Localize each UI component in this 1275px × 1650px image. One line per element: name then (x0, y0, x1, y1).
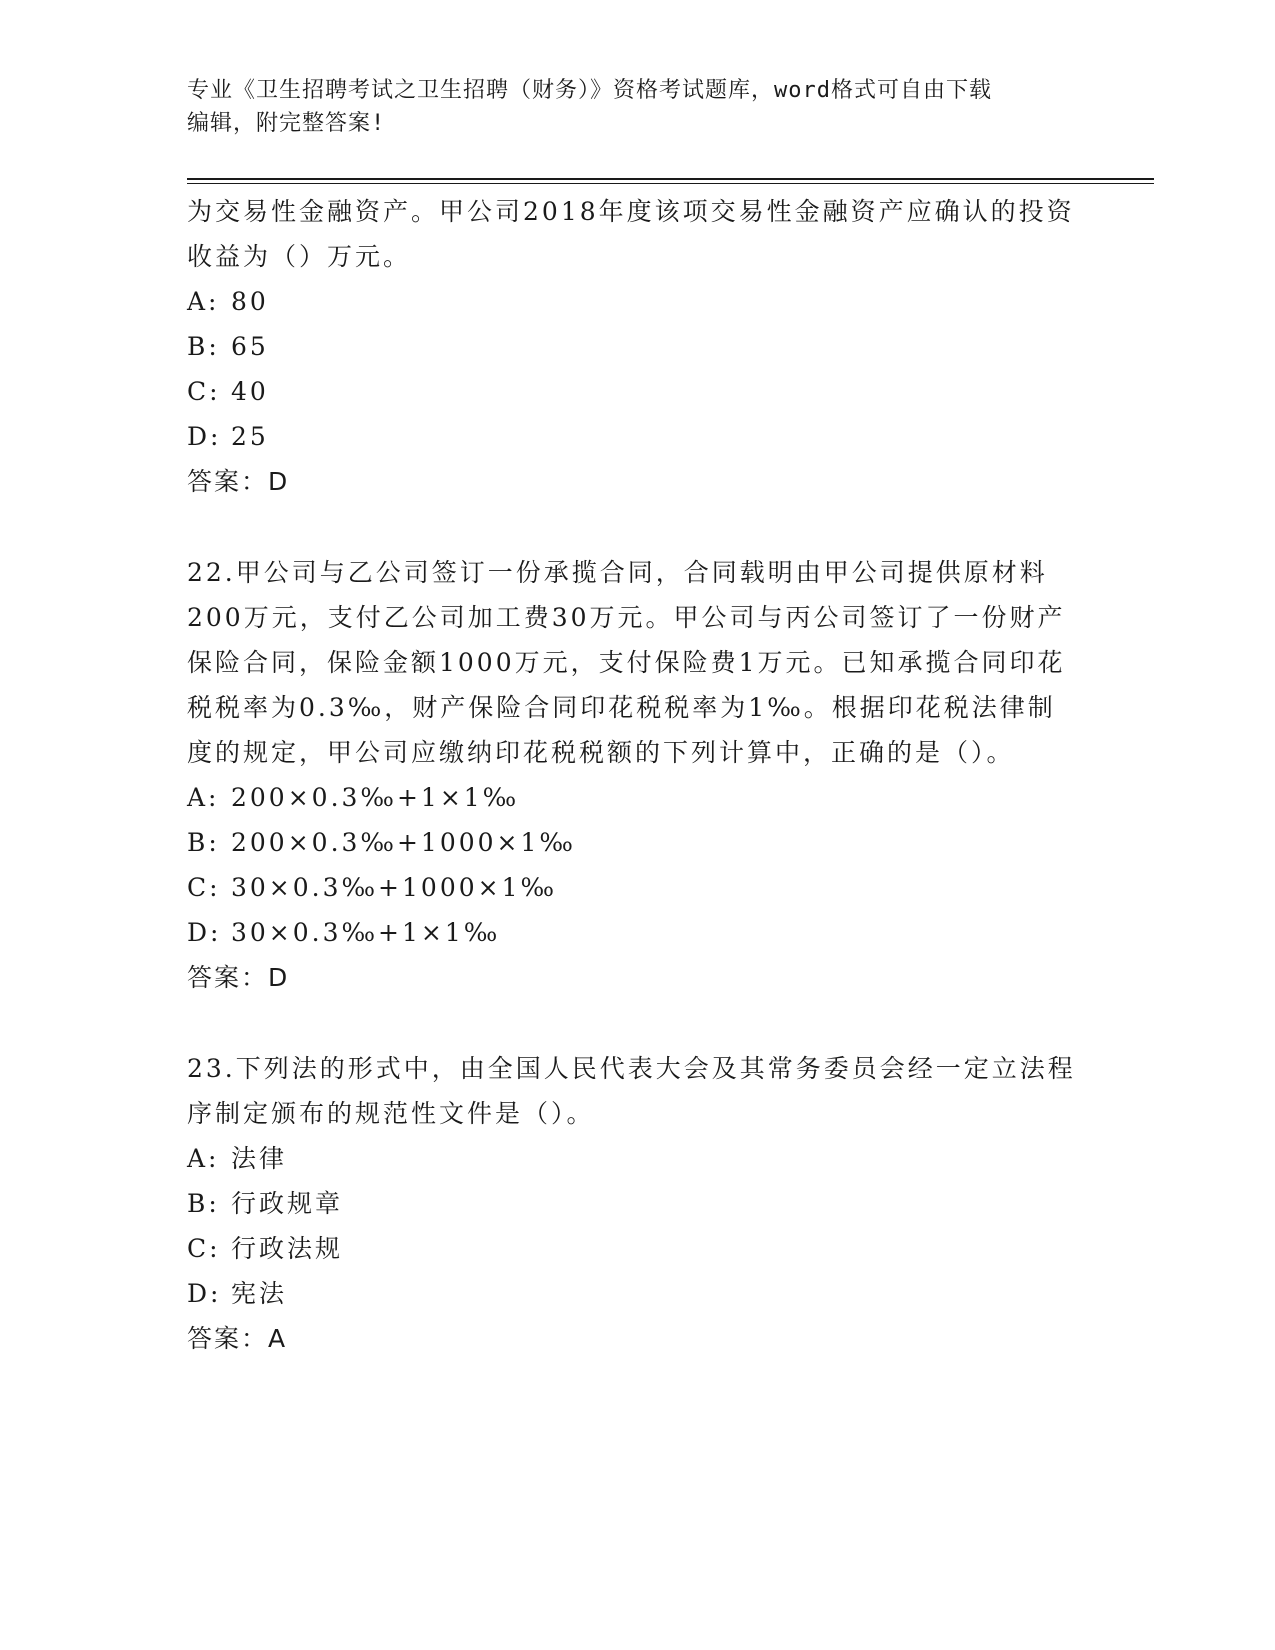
option-label: C: (187, 873, 221, 902)
option-label: D: (187, 918, 222, 947)
option-value: 法律 (231, 1144, 288, 1173)
option-d (187, 414, 1077, 459)
option-b (187, 324, 1077, 369)
option-value: 行政法规 (231, 1234, 344, 1263)
header-divider-thin (187, 183, 1154, 184)
option-value: 200×0.3‰+1000×1‰ (231, 828, 576, 857)
question-21-continued (187, 189, 1077, 505)
header-line-2: 编辑，附完整答案! (187, 111, 386, 136)
option-d (187, 910, 1077, 955)
option-b (187, 1181, 1077, 1226)
option-value: 30×0.3‰+1000×1‰ (231, 873, 558, 902)
document-header (187, 74, 1087, 140)
option-label: B: (187, 828, 220, 857)
header-divider-thick (187, 178, 1154, 180)
option-value: 80 (231, 287, 269, 316)
option-b (187, 820, 1077, 865)
option-value: 行政规章 (231, 1189, 344, 1218)
option-value: 30×0.3‰+1×1‰ (231, 918, 501, 947)
option-c (187, 1226, 1077, 1271)
answer-line: 答案：D (187, 963, 290, 992)
option-label: A: (187, 783, 220, 812)
option-a (187, 1136, 1077, 1181)
question-text: 22.甲公司与乙公司签订一份承揽合同，合同载明由甲公司提供原材料200万元，支付乙公司加工费30万元。甲公司与丙公司签订了一份财产保险合同，保险金额1000万元，支付保险费1万元。已知承揽合同印花税税率为0.3‰，财产保险合同印花税税率为1‰。根据印花税法律制度的规定，甲公司应缴纳印花税税额的下列计算中，正确的是（）。 (187, 558, 1066, 767)
option-c (187, 865, 1077, 910)
answer-line: 答案：D (187, 467, 290, 496)
answer-line: 答案：A (187, 1324, 288, 1353)
question-23 (187, 1046, 1077, 1362)
spacer (187, 505, 1077, 550)
option-label: D: (187, 422, 222, 451)
option-label: D: (187, 1279, 222, 1308)
question-22 (187, 550, 1077, 1001)
spacer (187, 1001, 1077, 1046)
option-a (187, 279, 1077, 324)
option-value: 65 (231, 332, 269, 361)
option-value: 25 (231, 422, 269, 451)
option-d (187, 1271, 1077, 1316)
option-a (187, 775, 1077, 820)
option-c (187, 369, 1077, 414)
option-label: B: (187, 1189, 220, 1218)
option-label: C: (187, 377, 221, 406)
option-label: A: (187, 287, 220, 316)
option-label: A: (187, 1144, 220, 1173)
question-text: 为交易性金融资产。甲公司2018年度该项交易性金融资产应确认的投资收益为（）万元。 (187, 197, 1075, 271)
option-label: B: (187, 332, 220, 361)
header-line-1: 专业《卫生招聘考试之卫生招聘（财务）》资格考试题库，word格式可自由下载 (187, 78, 992, 103)
option-label: C: (187, 1234, 221, 1263)
question-text: 23.下列法的形式中，由全国人民代表大会及其常务委员会经一定立法程序制定颁布的规范性文件是（）。 (187, 1054, 1076, 1128)
option-value: 宪法 (231, 1279, 288, 1308)
option-value: 40 (231, 377, 269, 406)
option-value: 200×0.3‰+1×1‰ (231, 783, 520, 812)
question-list (187, 189, 1077, 1362)
